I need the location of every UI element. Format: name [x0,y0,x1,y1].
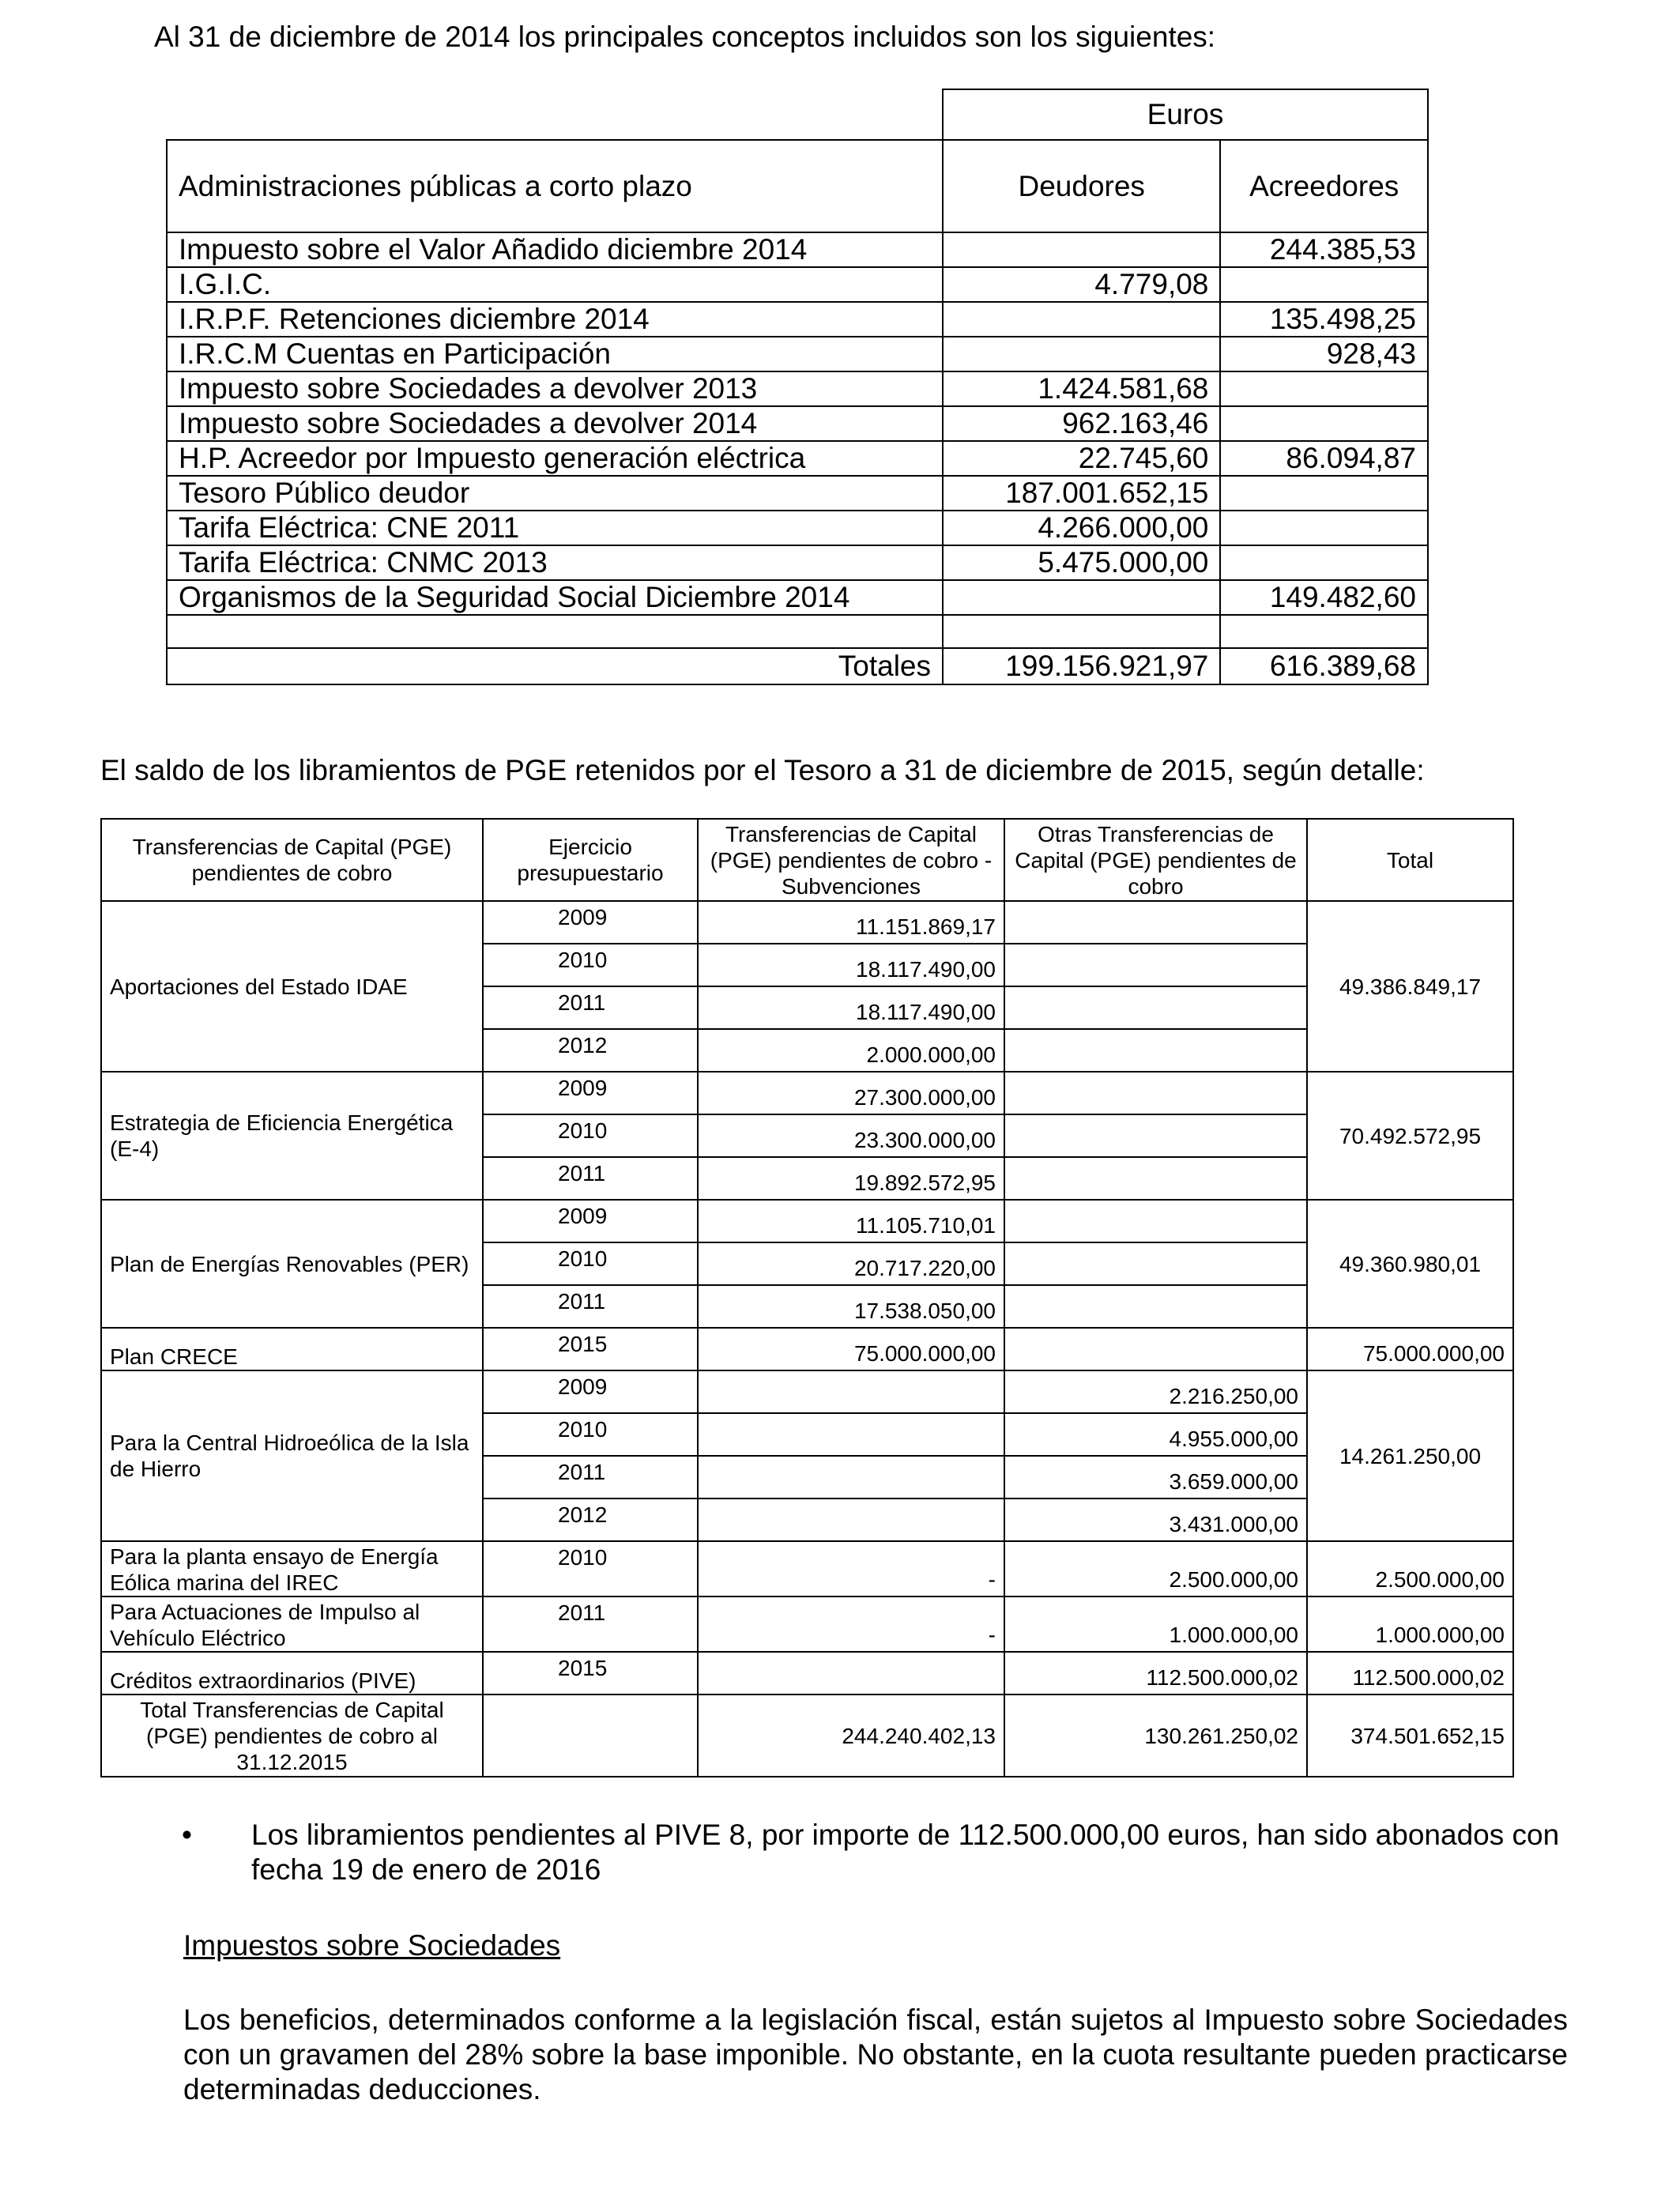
cell-debtors: 4.266.000,00 [943,511,1220,545]
admin-row [167,337,1428,371]
cell-creditors [1220,406,1428,441]
grand-total-subv: 244.240.402,13 [698,1695,1004,1777]
year-cell: 2015 [483,1652,698,1695]
group-label-crece: Plan CRECE [101,1328,483,1370]
cell-debtors: 22.745,60 [943,441,1220,476]
year-cell: 2009 [483,1072,698,1114]
cell-creditors [1220,267,1428,302]
subv-cell: 27.300.000,00 [698,1072,1004,1114]
grand-total-other: 130.261.250,02 [1004,1695,1307,1777]
year-cell: 2015 [483,1328,698,1370]
subv-cell: 18.117.490,00 [698,944,1004,986]
header-ejercicio: Ejercicio presupuestario [483,819,698,901]
totals-debtors: 199.156.921,97 [943,648,1220,684]
admin-row [167,371,1428,406]
cell-creditors: 149.482,60 [1220,580,1428,615]
group-total-pive: 112.500.000,02 [1307,1652,1513,1695]
cell-creditors [1220,545,1428,580]
admin-row [167,441,1428,476]
cell-concept: Organismos de la Seguridad Social Diciembre 2014 [167,580,943,615]
admin-row [167,302,1428,337]
year-cell: 2011 [483,1596,698,1652]
group-total-crece: 75.000.000,00 [1307,1328,1513,1370]
cell-creditors: 244.385,53 [1220,232,1428,267]
other-cell: 112.500.000,02 [1004,1652,1307,1695]
subv-cell: 19.892.572,95 [698,1157,1004,1200]
intro-text: Al 31 de diciembre de 2014 los principales conceptos incluidos son los siguientes: [154,21,1216,53]
totals-label: Totales [167,648,943,684]
grand-total-label: Total Transferencias de Capital (PGE) pendientes de cobro al 31.12.2015 [101,1695,483,1777]
year-cell: 2010 [483,1242,698,1285]
header-subvenciones: Transferencias de Capital (PGE) pendientes de cobro - Subvenciones [698,819,1004,901]
cell-creditors: 86.094,87 [1220,441,1428,476]
year-cell: 2012 [483,1029,698,1072]
group-label-pive: Créditos extraordinarios (PIVE) [101,1652,483,1695]
admin-row [167,406,1428,441]
cell-concept: Impuesto sobre el Valor Añadido diciembre 2014 [167,232,943,267]
subv-cell: 75.000.000,00 [698,1328,1004,1370]
year-cell: 2011 [483,1285,698,1328]
cell-creditors [1220,371,1428,406]
cell-concept: I.R.C.M Cuentas en Participación [167,337,943,371]
group-label-vehiculo: Para Actuaciones de Impulso al Vehículo Eléctrico [101,1596,483,1652]
group-label-irec: Para la planta ensayo de Energía Eólica marina del IREC [101,1541,483,1596]
subv-cell: 17.538.050,00 [698,1285,1004,1328]
other-cell: 3.659.000,00 [1004,1456,1307,1498]
bullet-symbol: • [182,1819,192,1851]
cell-concept: Impuesto sobre Sociedades a devolver 2014 [167,406,943,441]
cell-concept: H.P. Acreedor por Impuesto generación eléctrica [167,441,943,476]
year-cell: 2009 [483,1370,698,1413]
currency-header: Euros [943,89,1428,140]
subv-cell: 23.300.000,00 [698,1114,1004,1157]
cell-debtors [943,580,1220,615]
intro2-text: El saldo de los libramientos de PGE retenidos por el Tesoro a 31 de diciembre de 2015, según detalle: [100,754,1425,786]
subv-cell: 20.717.220,00 [698,1242,1004,1285]
group-total-idae: 49.386.849,17 [1307,901,1513,1072]
col-concept-header: Administraciones públicas a corto plazo [167,140,943,232]
year-cell: 2009 [483,1200,698,1242]
other-cell: 3.431.000,00 [1004,1498,1307,1541]
subv-cell: - [698,1541,1004,1596]
cell-debtors [943,232,1220,267]
year-cell: 2010 [483,1413,698,1456]
cell-concept: Tesoro Público deudor [167,476,943,511]
year-cell: 2011 [483,1456,698,1498]
group-total-vehiculo: 1.000.000,00 [1307,1596,1513,1652]
cell-concept: I.G.I.C. [167,267,943,302]
cell-debtors: 4.779,08 [943,267,1220,302]
admin-row [167,267,1428,302]
admin-row [167,580,1428,615]
other-cell: 1.000.000,00 [1004,1596,1307,1652]
admin-row [167,511,1428,545]
group-total-hierro: 14.261.250,00 [1307,1370,1513,1541]
header-transferencias: Transferencias de Capital (PGE) pendientes de cobro [101,819,483,901]
cell-creditors [1220,511,1428,545]
header-total: Total [1307,819,1513,901]
subv-cell: 11.151.869,17 [698,901,1004,944]
group-total-irec: 2.500.000,00 [1307,1541,1513,1596]
section-heading: Impuestos sobre Sociedades [183,1929,561,1962]
transferencias-table [100,818,1514,1777]
group-total-e4: 70.492.572,95 [1307,1072,1513,1200]
group-label-e4: Estrategia de Eficiencia Energética (E-4) [101,1072,483,1200]
cell-concept: Tarifa Eléctrica: CNMC 2013 [167,545,943,580]
cell-concept: I.R.P.F. Retenciones diciembre 2014 [167,302,943,337]
cell-debtors: 5.475.000,00 [943,545,1220,580]
admin-row [167,545,1428,580]
header-otras: Otras Transferencias de Capital (PGE) pendientes de cobro [1004,819,1307,901]
bullet-text: Los libramientos pendientes al PIVE 8, por importe de 112.500.000,00 euros, han sido abonados con fecha 19 de enero de 2016 [251,1819,1560,1886]
other-cell: 2.500.000,00 [1004,1541,1307,1596]
cell-debtors: 187.001.652,15 [943,476,1220,511]
group-label-hierro: Para la Central Hidroeólica de la Isla de Hierro [101,1370,483,1541]
subv-cell: 18.117.490,00 [698,986,1004,1029]
group-total-per: 49.360.980,01 [1307,1200,1513,1328]
cell-concept: Tarifa Eléctrica: CNE 2011 [167,511,943,545]
cell-creditors [1220,476,1428,511]
admin-publicas-table [166,89,1429,685]
cell-concept: Impuesto sobre Sociedades a devolver 2013 [167,371,943,406]
cell-debtors [943,302,1220,337]
year-cell: 2010 [483,1541,698,1596]
cell-debtors: 962.163,46 [943,406,1220,441]
year-cell: 2009 [483,901,698,944]
subv-cell: 2.000.000,00 [698,1029,1004,1072]
grand-total: 374.501.652,15 [1307,1695,1513,1777]
totals-creditors: 616.389,68 [1220,648,1428,684]
admin-row [167,476,1428,511]
group-label-idae: Aportaciones del Estado IDAE [101,901,483,1072]
cell-debtors [943,337,1220,371]
year-cell: 2010 [483,944,698,986]
year-cell: 2010 [483,1114,698,1157]
col-debtors-header: Deudores [943,140,1220,232]
body-paragraph: Los beneficios, determinados conforme a la legislación fiscal, están sujetos al Impuesto sobre Sociedades con un gravamen del 28% sobre la base imponible. No obstante, en la cuota resultante pueden practicarse determinadas deducciones. [183,2004,1568,2105]
cell-creditors: 135.498,25 [1220,302,1428,337]
year-cell: 2011 [483,986,698,1029]
col-creditors-header: Acreedores [1220,140,1428,232]
other-cell: 2.216.250,00 [1004,1370,1307,1413]
admin-row [167,232,1428,267]
subv-cell: 11.105.710,01 [698,1200,1004,1242]
year-cell: 2012 [483,1498,698,1541]
year-cell: 2011 [483,1157,698,1200]
cell-debtors: 1.424.581,68 [943,371,1220,406]
other-cell: 4.955.000,00 [1004,1413,1307,1456]
cell-creditors: 928,43 [1220,337,1428,371]
group-label-per: Plan de Energías Renovables (PER) [101,1200,483,1328]
subv-cell: - [698,1596,1004,1652]
